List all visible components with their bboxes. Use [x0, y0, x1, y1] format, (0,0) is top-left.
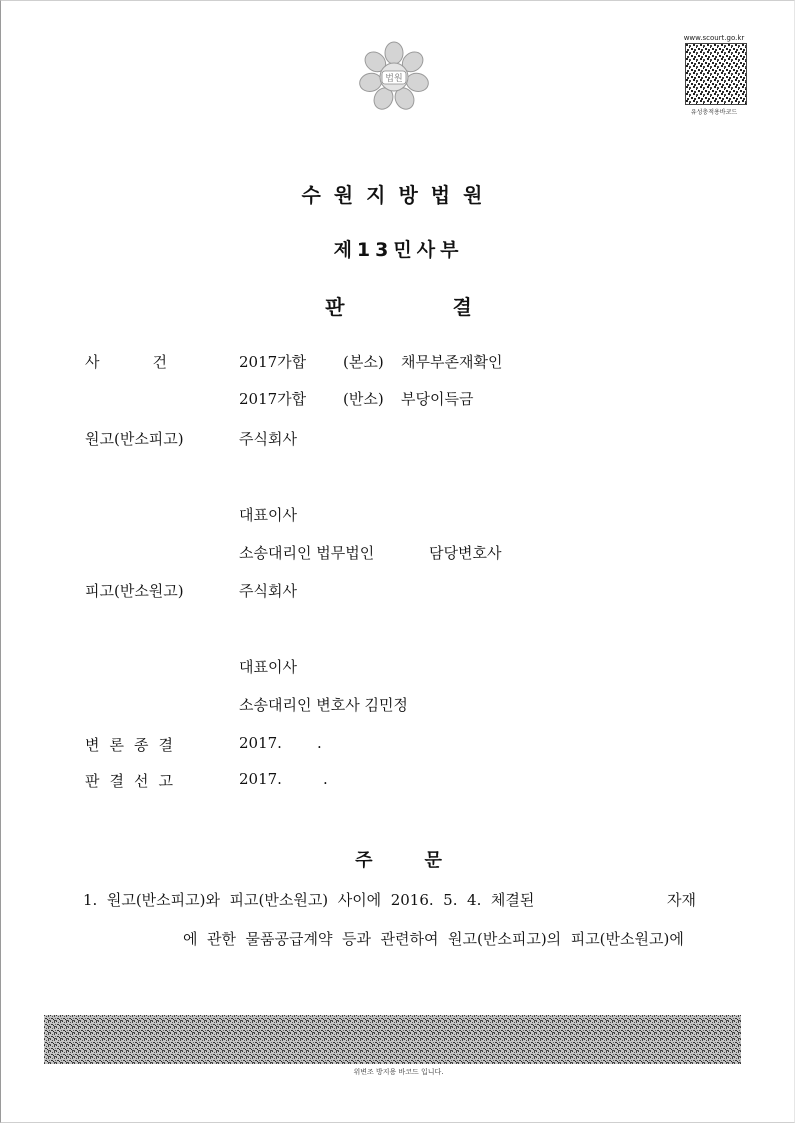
- qr-caption: 유성충적용바코드: [690, 109, 738, 116]
- defendant-representative: 대표이사: [239, 658, 297, 676]
- division-name: 제13민사부: [333, 239, 464, 261]
- verdict-date: 2017.: [239, 770, 282, 788]
- plaintiff-representative: 대표이사: [239, 506, 297, 524]
- case-name-main: 채무부존재확인: [401, 353, 503, 371]
- case-type-counter: (반소): [343, 390, 384, 408]
- verdict-dot: .: [323, 770, 328, 788]
- anti-forgery-barcode-icon: [44, 1015, 741, 1064]
- argument-close-label: 변 론 종 결: [85, 736, 173, 754]
- plaintiff-company: 주식회사: [239, 430, 297, 448]
- verdict-label: 판 결 선 고: [85, 772, 173, 790]
- anti-forgery-caption: 위변조 방지용 바코드 입니다.: [353, 1068, 444, 1076]
- judgment-title-left: 판: [325, 295, 345, 319]
- argument-close-date: 2017.: [239, 734, 282, 752]
- order-heading: 주 문: [355, 850, 442, 871]
- order-line-1-end: 자재: [667, 891, 696, 909]
- defendant-counsel: 소송대리인 변호사 김민정: [239, 696, 408, 714]
- case-name-counter: 부당이득금: [401, 390, 474, 408]
- order-line-1: 1. 원고(반소피고)와 피고(반소원고) 사이에 2016. 5. 4. 체결된: [83, 891, 535, 909]
- case-type-main: (본소): [343, 353, 384, 371]
- judgment-title-right: 결: [452, 295, 472, 319]
- defendant-label: 피고(반소원고): [85, 582, 184, 600]
- qr-code-icon: [685, 43, 747, 105]
- defendant-company: 주식회사: [239, 582, 297, 600]
- case-number-counter: 2017가합: [239, 390, 307, 408]
- case-number-main: 2017가합: [239, 353, 307, 371]
- case-label: 사 건: [85, 353, 167, 371]
- court-seal-icon: [359, 41, 429, 111]
- plaintiff-counsel-attorney: 담당변호사: [429, 544, 502, 562]
- plaintiff-label: 원고(반소피고): [85, 430, 184, 448]
- court-url: www.scourt.go.kr: [683, 34, 745, 42]
- argument-close-dot: .: [317, 734, 322, 752]
- court-name: 수원지방법원: [301, 183, 496, 207]
- seal-text: 법원: [385, 74, 403, 84]
- judgment-title: [1, 291, 795, 320]
- order-line-2: 에 관한 물품공급계약 등과 관련하여 원고(반소피고)의 피고(반소원고)에: [183, 930, 684, 948]
- plaintiff-counsel: 소송대리인 법무법인: [239, 544, 375, 562]
